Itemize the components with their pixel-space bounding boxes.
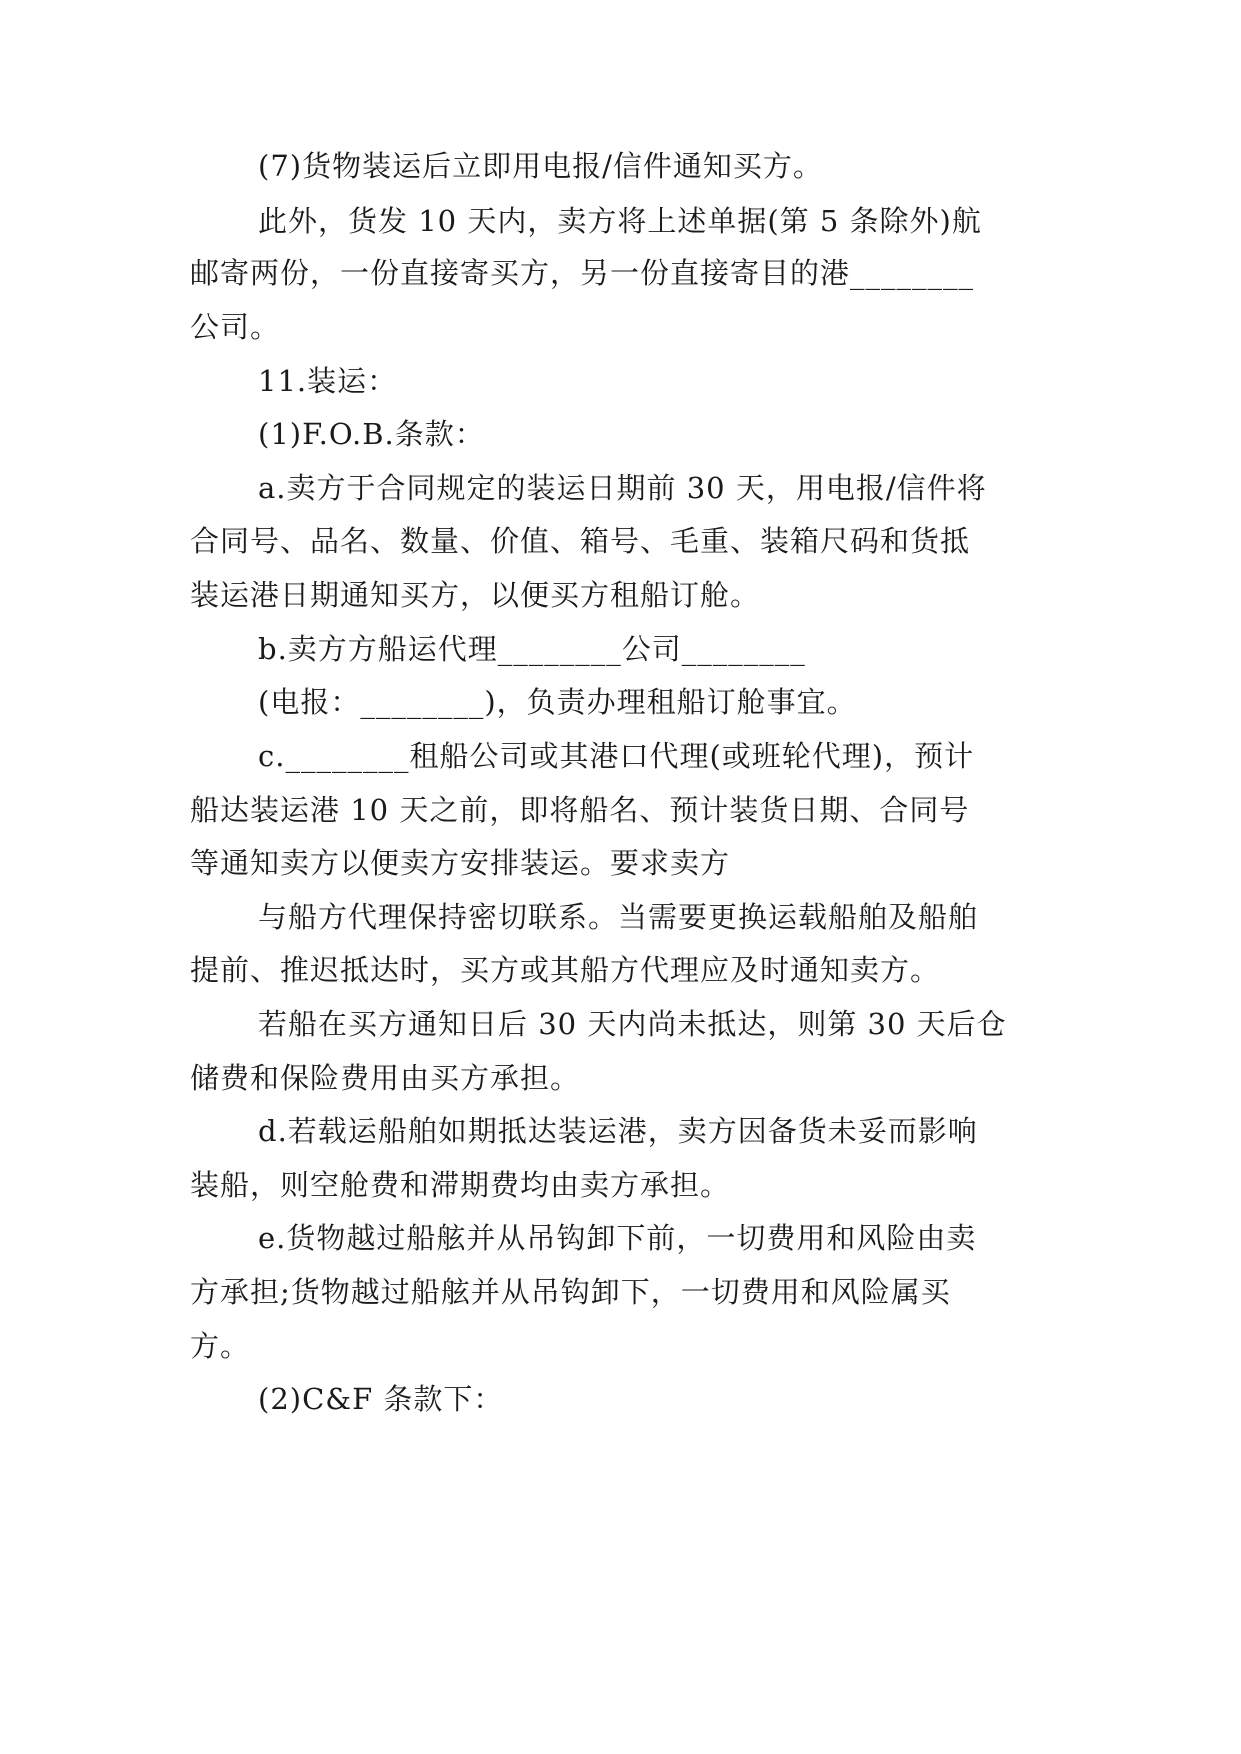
paragraph-line: 装运港日期通知买方，以便买方租船订舱。 [190, 578, 761, 612]
paragraph-line: 方。 [190, 1329, 251, 1363]
paragraph-line: 提前、推迟抵达时，买方或其船方代理应及时通知卖方。 [190, 953, 941, 987]
paragraph-line: 公司。 [190, 310, 281, 344]
paragraph-line: e.货物越过船舷并从吊钩卸下前，一切费用和风险由卖 [258, 1221, 977, 1255]
paragraph-line: a.卖方于合同规定的装运日期前 30 天，用电报/信件将 [258, 471, 987, 505]
paragraph-line: 若船在买方通知日后 30 天内尚未抵达，则第 30 天后仓 [258, 1007, 1007, 1041]
paragraph-line: 合同号、品名、数量、价值、箱号、毛重、装箱尺码和货抵 [190, 524, 971, 558]
paragraph-line: d.若载运船舶如期抵达装运港，卖方因备货未妥而影响 [258, 1114, 978, 1148]
subsection-heading: (2)C&F 条款下： [258, 1382, 504, 1416]
section-heading: 11.装运： [258, 364, 398, 398]
paragraph-line: 与船方代理保持密切联系。当需要更换运载船舶及船舶 [258, 900, 979, 934]
paragraph-line: c.________租船公司或其港口代理(或班轮代理)，预计 [258, 739, 975, 773]
paragraph-line: 方承担;货物越过船舷并从吊钩卸下，一切费用和风险属买 [190, 1275, 951, 1309]
paragraph-line: 装船，则空舱费和滞期费均由卖方承担。 [190, 1168, 731, 1202]
paragraph-line: 此外，货发 10 天内，卖方将上述单据(第 5 条除外)航 [258, 204, 982, 238]
paragraph-line: 储费和保险费用由买方承担。 [190, 1061, 581, 1095]
paragraph-line: b.卖方方船运代理________公司________ [258, 632, 806, 666]
paragraph-line: 邮寄两份，一份直接寄买方，另一份直接寄目的港________ [190, 256, 975, 290]
paragraph-line: 等通知卖方以便卖方安排装运。要求卖方 [190, 846, 731, 880]
paragraph-line: 船达装运港 10 天之前，即将船名、预计装货日期、合同号 [190, 793, 970, 827]
paragraph-line: (7)货物装运后立即用电报/信件通知买方。 [258, 149, 823, 183]
paragraph-line: (电报：________)，负责办理租船订舱事宜。 [258, 685, 857, 719]
subsection-heading: (1)F.O.B.条款： [258, 417, 485, 451]
